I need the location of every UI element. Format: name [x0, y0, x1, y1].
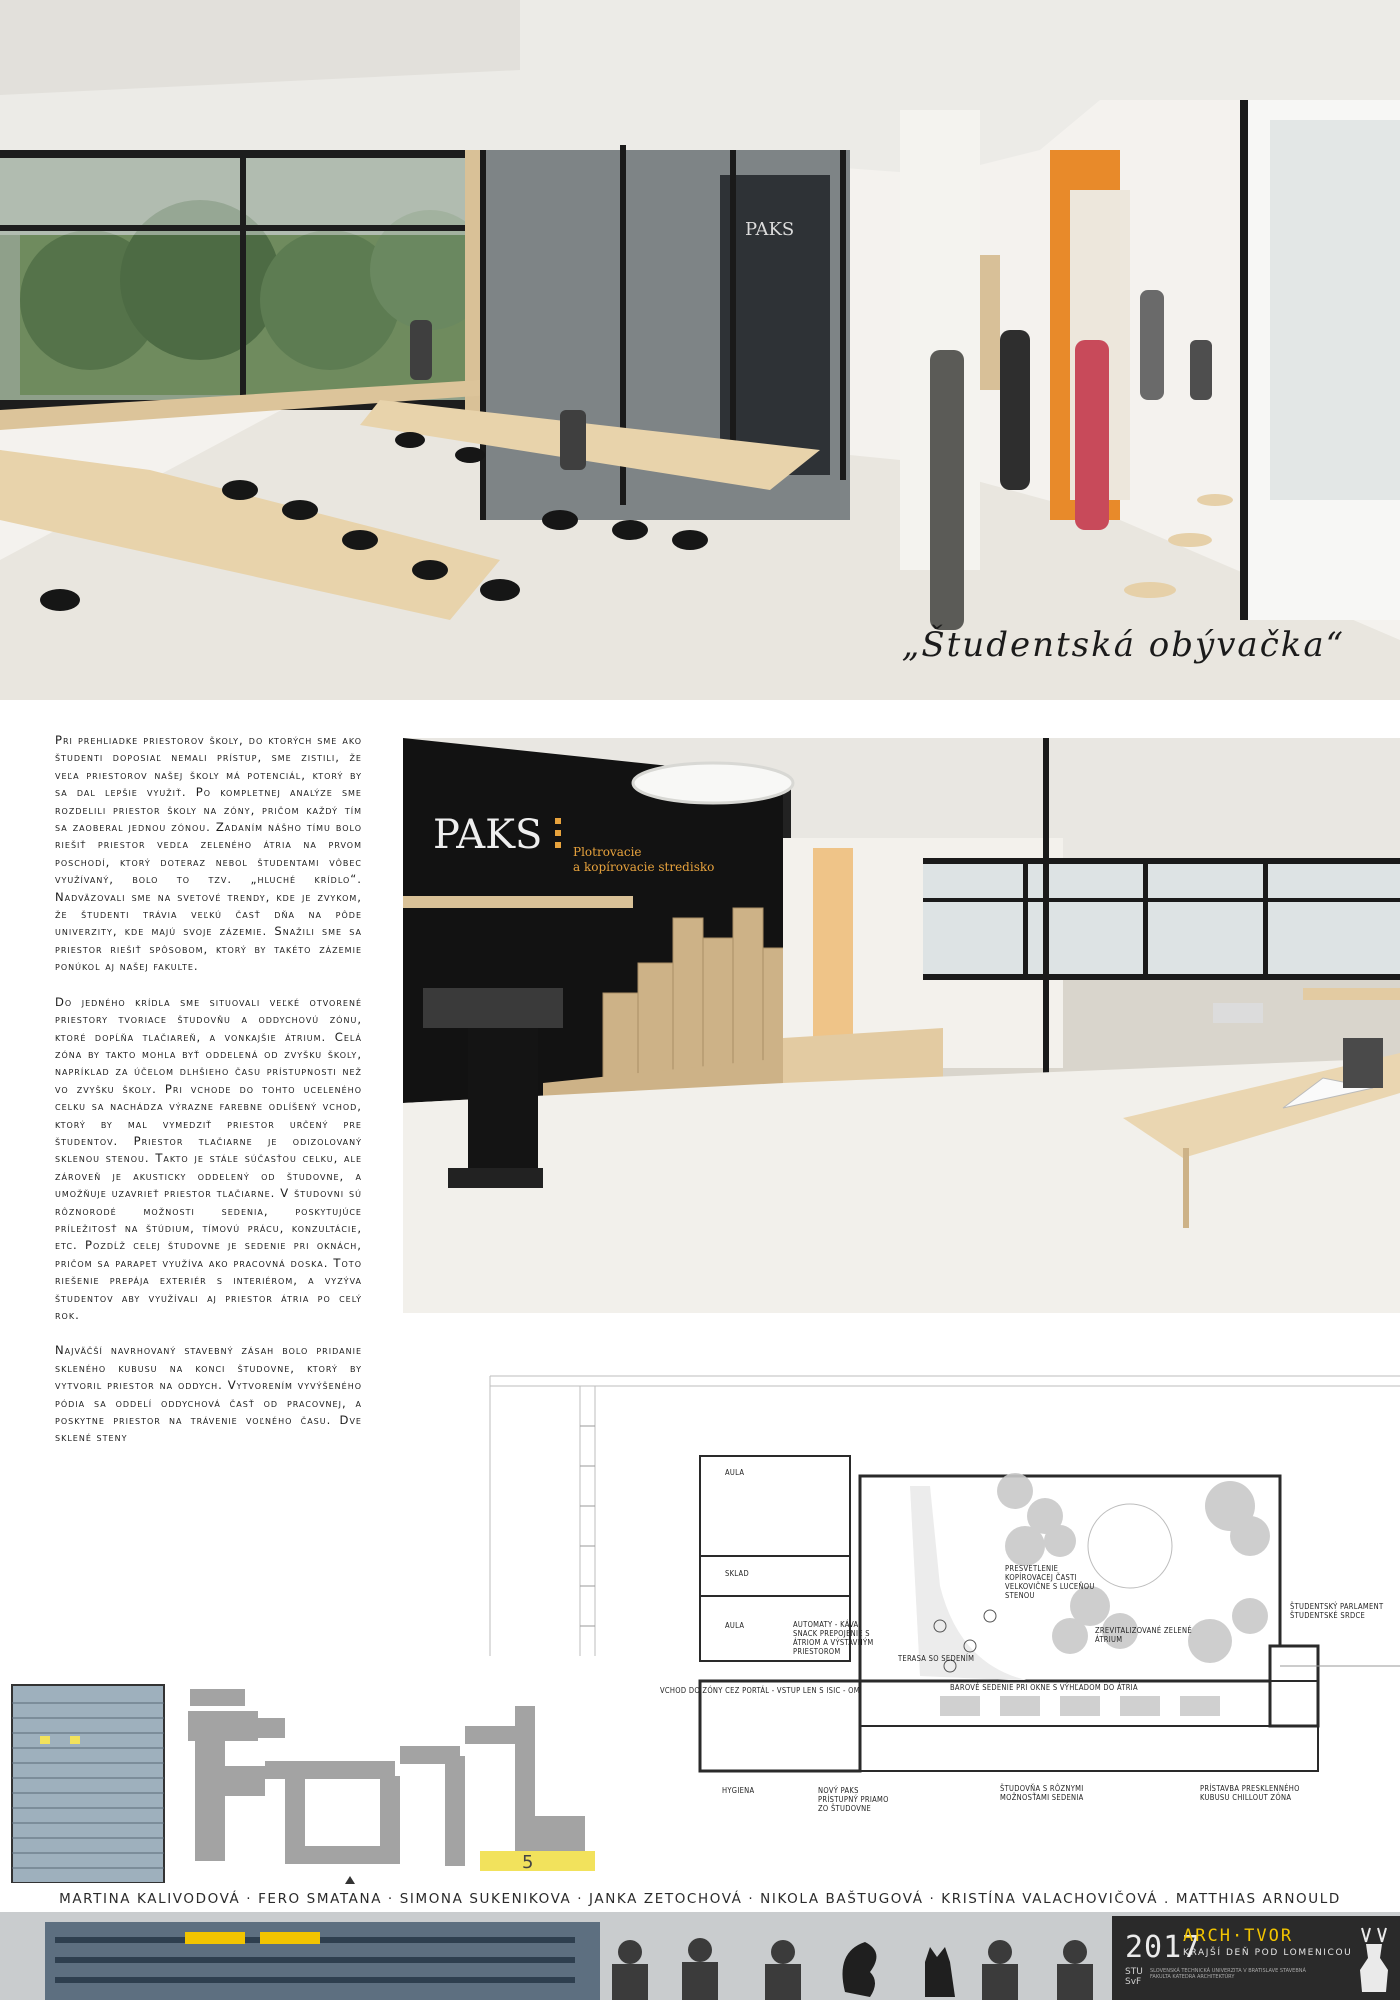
hero-title: „Študentská obývačka“ [901, 625, 1345, 665]
author-credits: MARTINA KALIVODOVÁ · FERO SMATANA · SIMONA SUKENIKOVA · JANKA ZETOCHOVÁ · NIKOLA BAŠTUGOVÁ · KRISTÍNA VALACHOVIČOVÁ . MATTHIAS ARNOULD [59, 1891, 1341, 1907]
render2-sign-sub-2: a kopírovacie stredisko [573, 860, 715, 874]
story-text [55, 732, 362, 1465]
plan-label-pristavba: PRÍSTAVBA PRESKLENNÉHO KUBUSU CHILLOUT ZÓNA [1200, 1784, 1300, 1802]
render2-sign-sub-1: Plotrovacie [573, 845, 642, 859]
render2-sign-brand: PAKS [433, 812, 543, 858]
plan-label-vchod: VCHOD DO ZÓNY CEZ PORTÁL - VSTUP LEN S ISIC - OM [660, 1686, 860, 1695]
tower-elevation [10, 1673, 168, 1883]
plan-label-hygiena: HYGIENA [722, 1786, 755, 1795]
plan-label-atrium: ZREVITALIZOVANÉ ZELENÉ ÁTRIUM [1095, 1626, 1192, 1644]
brand-year: 2017 [1125, 1930, 1202, 1965]
story-paragraph-2: Do jedného krídla sme situovali veľké otvorené priestory tvoriace študovňu a oddychovú zónu, ktoré dopĺňa tlačiareň, a vonkajšie átrium. Celá zóna by takto mohla byť oddelená od zvyšku školy, napríklad za účelom dlhšieho času prístupnosti než vo zvyšku školy. Pri vchode do tohto uceleného celku sa nachádza výrazne farebne odlíšený vchod, ktorý by mal vymedziť priestor určený pre študentov. Priestor tlačiarne je odizolovaný sklenou stenou. Takto je stále súčasťou celku, ale zároveň je akusticky oddelený od študovne, a umožňuje uzavrieť priestor tlačiarne. V študovni sú rôznorodé možnosti sedenia, poskytujúce príležitosť na štúdium, tímovú prácu, konzultácie, etc. Pozdĺž celej študovne je sedenie pri oknách, pričom sa parapet využíva ako pracovná doska. Toto riešenie prepája exteriér s interiérom, a vyzýva študentov aby využívali aj priestor átria po celý rok. [55, 994, 362, 1322]
brand-name: ARCH·TVOR [1183, 1926, 1294, 1946]
plan-label-parlament: ŠTUDENTSKÝ PARLAMENT ŠTUDENTSKÉ SRDCE [1290, 1602, 1384, 1620]
plan-label-sklad: SKLAD [725, 1569, 749, 1578]
site-zone-number: 5 [522, 1852, 534, 1873]
plan-label-studovna: ŠTUDOVŇA S RÔZNYMI MOŽNOSŤAMI SEDENIA [1000, 1784, 1084, 1802]
brand-fineprint: SLOVENSKÁ TECHNICKÁ UNIVERZITA V BRATISLAVE STAVEBNÁ FAKULTA KATEDRA ARCHITEKTÚRY [1150, 1968, 1306, 1980]
story-paragraph-3: Najväčší navrhovaný stavebný zásah bolo pridanie skleného kubusu na konci študovne, ktorý by vytvoril priestor na oddych. Vytvorením vyvýšeného pódia sa oddelí oddychová časť od pracovnej, a poskytne priestor na trávenie voľného času. Dve sklené steny [55, 1343, 362, 1445]
stu-logo: STU SvF [1125, 1967, 1143, 1987]
plan-label-presvetlenie: PRESVETLENIE KOPÍROVACEJ ČASTI VELKOVIČNE S LUCEŇOU STENOU [1005, 1564, 1095, 1600]
hero-render [0, 0, 1400, 700]
plan-label-aula-1: AULA [725, 1468, 745, 1477]
plan-label-terasa: TERASA SO SEDENÍM [898, 1654, 975, 1663]
site-plan [185, 1686, 635, 1886]
story-paragraph-1: Pri prehliadke priestorov školy, do ktorých sme ako študenti doposiaľ nemali prístup, sme zistili, že veľa priestorov našej školy má potenciál, ktorý by sa dal lepšie využiť. Po kompletnej analýze sme rozdelili priestor školy na zóny, pričom každý tím sa zaoberal jednou zónou. Zadaním nášho tímu bolo riešiť priestor vedľa zeleného átria na prvom poschodí, ktorý doteraz nebol študentami vôbec využívaný, bolo to tzv. „hluché krídlo“. Nadväzovali sme na svetové trendy, kde je zvykom, že študenti trávia veľkú časť dňa na pôde univerzity, kde majú svoje zázemie. Snažili sme sa priestor riešiť spôsobom, ktorý by takéto zázemie ponúkol aj našej fakulte. [55, 733, 362, 974]
print-room-render [403, 738, 1400, 1313]
deer-logo-icon [1352, 1922, 1396, 1996]
plan-label-barove: BAROVÉ SEDENIE PRI OKNE S VÝHĽADOM DO ÁTRIA [950, 1683, 1138, 1692]
plan-label-automaty: AUTOMATY - KÁVA, SNACK PREPOJENIE S ÁTRIOM A VÝSTAVNÝM PRIESTOROM [793, 1620, 874, 1656]
hero-sign-brand: PAKS [745, 219, 795, 240]
plan-label-paks: NOVÝ PAKS PRÍSTUPNÝ PRIAMO ZO ŠTUDOVNE [818, 1786, 889, 1813]
brand-subtitle: KRAJŠÍ DEŇ POD LOMENICOU [1183, 1948, 1353, 1958]
plan-label-aula-2: AULA [725, 1621, 745, 1630]
